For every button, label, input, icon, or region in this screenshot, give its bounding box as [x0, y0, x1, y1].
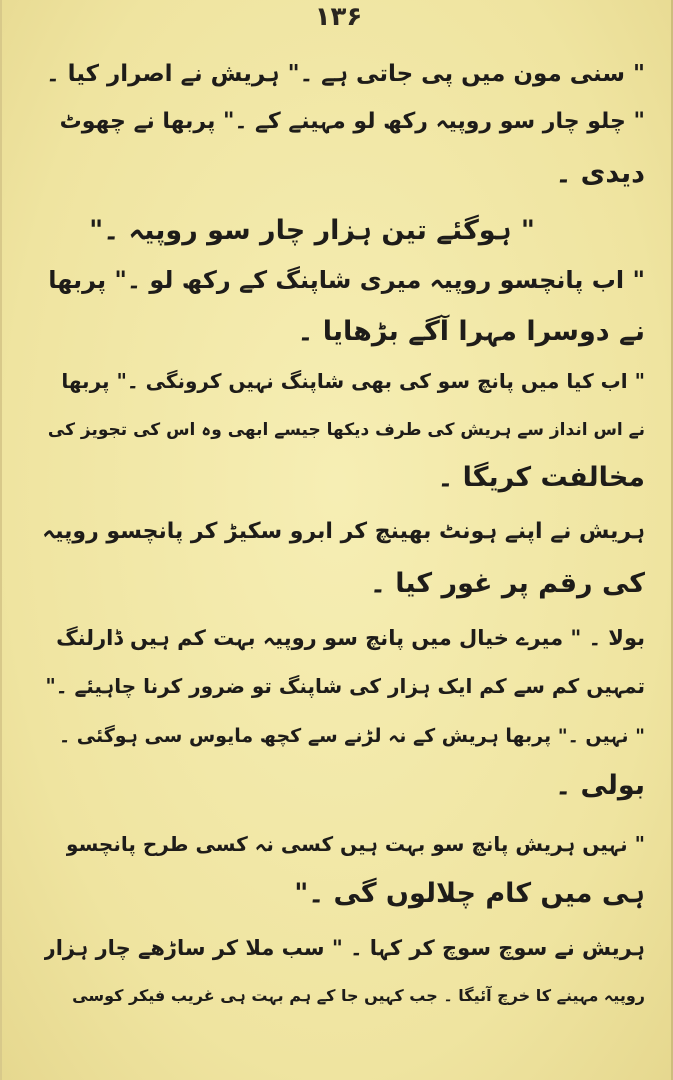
text-line: ہریش نے سوچ سوچ کر کہا ۔ " سب ملا کر ساڑھے چار ہزار	[43, 936, 645, 960]
text-line: ہی میں کام چلالوں گی ۔"	[294, 878, 645, 909]
text-line: روپیہ مہینے کا خرچ آئیگا ۔ جب کہیں جا کے ہم بہت ہی غریب فیکر کوسی	[72, 986, 645, 1005]
page-number: ۱۳۶	[314, 2, 363, 32]
text-line: " چلو چار سو روپیہ رکھ لو مہینے کے ۔" پربھا نے چھوٹ	[59, 109, 645, 134]
text-line: مخالفت کریگا ۔	[437, 462, 645, 493]
text-line: ہریش نے اپنے ہونٹ بھینچ کر ابرو سکیڑ کر پانچسو روپیہ	[42, 519, 645, 544]
text-line: نے اس انداز سے ہریش کی طرف دیکھا جیسے ابھی وہ اس کی تجویز کی	[47, 420, 645, 440]
text-line: " نہیں ۔" پربھا ہریش کے نہ لڑنے سے کچھ مایوس سی ہوگئی ۔	[59, 725, 645, 747]
text-line: بولا ۔ " میرے خیال میں پانچ سو روپیہ بہت کم ہیں ڈارلنگ	[56, 626, 645, 650]
text-line: تمہیں کم سے کم ایک ہزار کی شاپنگ تو ضرور کرنا چاہیئے ۔"	[45, 674, 645, 698]
text-line: کی رقم پر غور کیا ۔	[370, 568, 645, 599]
text-line: " نہیں ہریش پانچ سو بہت ہیں کسی نہ کسی طرح پانچسو	[66, 832, 645, 856]
text-line: دیدی ۔	[555, 158, 645, 189]
text-line: نے دوسرا مہرا آگے بڑھایا ۔	[297, 316, 645, 347]
text-line: " سنی مون میں پی جاتی ہے ۔" ہریش نے اصرار کیا ۔	[46, 61, 645, 87]
text-line: بولی ۔	[555, 770, 645, 801]
text-line: " اب کیا میں پانچ سو کی بھی شاپنگ نہیں کرونگی ۔" پربھا	[61, 369, 645, 393]
text-line: " ہوگئے تین ہزار چار سو روپیہ ۔"	[89, 215, 535, 246]
text-line: " اب پانچسو روپیہ میری شاپنگ کے رکھ لو ۔" پربھا	[48, 266, 645, 294]
